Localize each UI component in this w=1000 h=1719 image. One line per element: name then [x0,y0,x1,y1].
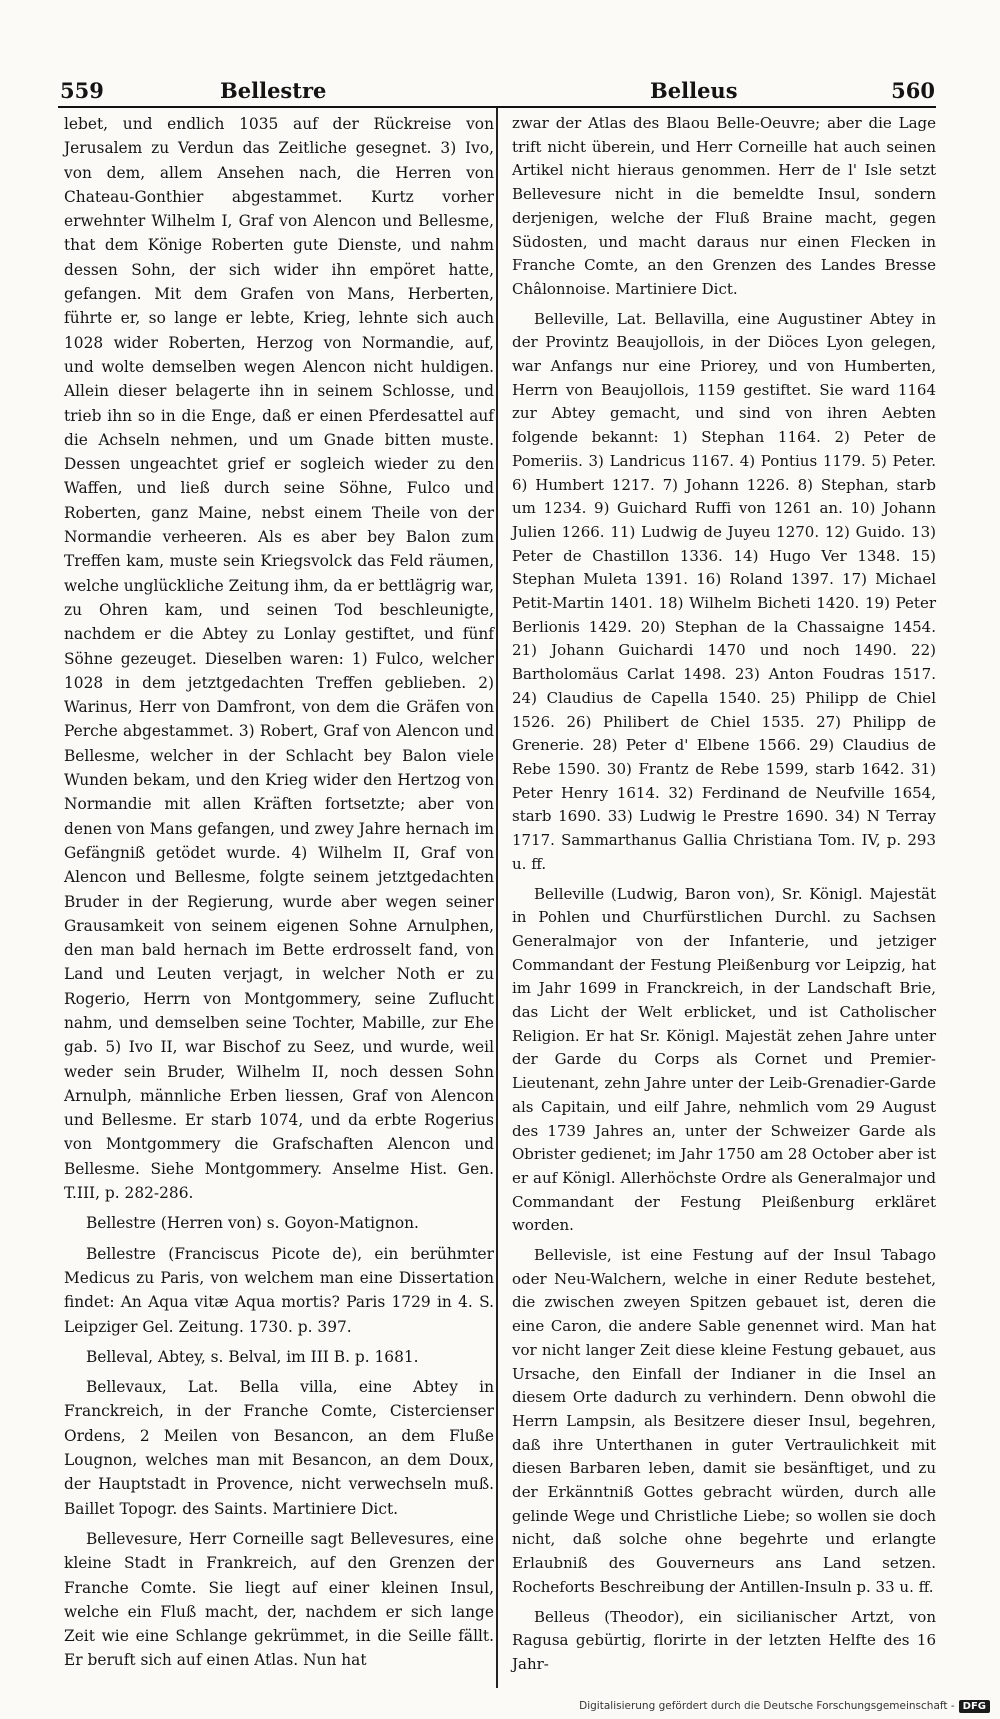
dictionary-entry: Belleville (Ludwig, Baron von), Sr. Königl. Majestät in Pohlen und Churfürstlichen Durchl. zu Sachsen Generalmajor von der Infanterie, und jetziger Commandant der Festung Pleißenburg vor Leipzig, hat im Jahr 1699 in Franckreich, in der Landschaft Brie, das Licht der Welt erblicket, und ist Catholischer Religion. Er hat Sr. Königl. Majestät zehen Jahre unter der Garde du Corps als Cornet und Premier-Lieutenant, zehn Jahre unter der Leib-Grenadier-Garde als Capitain, und eilf Jahre, nehmlich vom 29 August des 1739 Jahres an, unter der Schweizer Garde als Obrister gedienet; im Jahr 1750 am 28 October aber ist er auf Königl. Allerhöchste Ordre als Generalmajor und Commandant der Festung Pleißenburg erkläret worden. [512,884,936,1235]
page-number-left: 559 [60,78,104,103]
dictionary-entry: Bellevesure, Herr Corneille sagt Bellevesures, eine kleine Stadt in Frankreich, auf den Grenzen der Franche Comte. Sie liegt auf einer kleinen Insul, welche ein Fluß macht, der, nachdem er sich lange Zeit wie eine Schlange gekrümmet, in die Seille fällt. Er beruft sich auf einen Atlas. Nun hat [64,1529,494,1670]
column-divider [496,108,498,1688]
footer-text: Digitalisierung gefördert durch die Deutsche Forschungsgemeinschaft - [579,1700,955,1712]
running-headword-left: Bellestre [220,78,327,103]
dictionary-entry: Belleval, Abtey, s. Belval, im III B. p. 1681. [86,1347,419,1366]
dictionary-entry: Bellevaux, Lat. Bella villa, eine Abtey in Franckreich, in der Franche Comte, Cistercienser Ordens, 2 Meilen von Besancon, an dem Fluße Lougnon, welches man mit Besancon, an dem Doux, der Hauptstadt in Provence, nicht verwechseln muß. Baillet Topogr. des Saints. Martiniere Dict. [64,1378,494,1518]
dictionary-entry: Belleus (Theodor), ein sicilianischer Artzt, von Ragusa gebürtig, florirte in der letzten Helfte des 16 Jahr- [512,1607,936,1673]
page-header [60,78,935,108]
page-number-right: 560 [891,78,935,103]
digitization-footer [579,1697,990,1715]
running-headword-right: Belleus [650,78,738,103]
paragraph-continuation: zwar der Atlas des Blaou Belle-Oeuvre; aber die Lage trift nicht überein, und Herr Corneille hat auch seinen Artikel nicht hieraus genommen. Herr de l' Isle setzt Bellevesure nicht in die bemeldte Insul, sondern derjenigen, welche der Fluß Braine macht, gegen Südosten, und macht daraus nur einen Flecken in Franche Comte, an den Grenzen des Landes Bresse Châlonnoise. Martiniere Dict. [512,114,936,298]
dfg-logo: DFG [959,1700,990,1713]
dictionary-entry: Belleville, Lat. Bellavilla, eine Augustiner Abtey in der Provintz Beaujollois, in der Diöces Lyon gelegen, war Anfangs nur eine Priorey, und von Humberten, Herrn von Beaujollois, 1159 gestiftet. Sie ward 1164 zur Abtey gemacht, und sind von ihren Aebten folgende bekannt: 1) Stephan 1164. 2) Peter de Pomeriis. 3) Landricus 1167. 4) Pontius 1179. 5) Peter. 6) Humbert 1217. 7) Johann 1226. 8) Stephan, starb um 1234. 9) Guichard Ruffi von 1261 an. 10) Johann Julien 1266. 11) Ludwig de Juyeu 1270. 12) Guido. 13) Peter de Chastillon 1336. 14) Hugo Ver 1348. 15) Stephan Muleta 1391. 16) Roland 1397. 17) Michael Petit-Martin 1401. 18) Wilhelm Bicheti 1420. 19) Peter Berlionis 1429. 20) Stephan de la Chassaigne 1454. 21) Johann Guichardi 1470 und noch 1490. 22) Bartholomäus Carlat 1498. 23) Anton Foudras 1517. 24) Claudius de Capella 1540. 25) Philipp de Chiel 1526. 26) Philibert de Chiel 1535. 27) Philipp de Grenerie. 28) Peter d' Elbene 1566. 29) Claudius de Rebe 1590. 30) Frantz de Rebe 1599, starb 1642. 31) Peter Henry 1614. 32) Ferdinand de Neufville 1654, starb 1690. 33) Ludwig le Prestre 1690. 34) N Terray 1717. Sammarthanus Gallia Christiana Tom. IV, p. 293 u. ff. [512,309,936,873]
dictionary-entry: Bellevisle, ist eine Festung auf der Insul Tabago oder Neu-Walchern, welche in einer Redute bestehet, die zwischen zweyen Spitzen gebauet ist, deren die eine Caron, die andere Sable genennet wird. Man hat vor nicht langer Zeit diese kleine Festung gebauet, aus Ursache, den Einfall der Indianer in die Insel an diesem Orte dadurch zu verhindern. Denn obwohl die Herrn Lampsin, als Besitzere dieser Insul, begehren, daß ihre Unterthanen in guter Vertraulichkeit mit diesen Barbaren leben, damit sie besänftiget, und zu der Erkänntniß Gottes gebracht würden, durch alle gelinde Wege und Christliche Liebe; so wollen sie doch nicht, daß solche ohne begehrte und erlangte Erlaubniß des Gouverneurs ans Land setzen. Rocheforts Beschreibung der Antillen-Insuln p. 33 u. ff. [512,1246,936,1596]
paragraph-continuation: lebet, und endlich 1035 auf der Rückreise von Jerusalem zu Verdun das Zeitliche gesegnet. 3) Ivo, von dem, allem Ansehen nach, die Herren von Chateau-Gonthier abgestammet. Kurtz vorher erwehnter Wilhelm I, Graf von Alencon und Bellesme, that dem Könige Roberten gute Dienste, und nahm dessen Sohn, der sich wider ihn empöret hatte, gefangen. Mit dem Grafen von Mans, Herberten, führte er, so lange er lebte, Krieg, lehnte sich auch 1028 wider Roberten, Herzog von Normandie, auf, und wolte demselben wegen Alencon nicht huldigen. Allein dieser belagerte ihn in seinem Schlosse, und trieb ihn so in die Enge, daß er einen Pferdesattel auf die Achseln nehmen, und um Gnade bitten muste. Dessen ungeachtet grief er sogleich wieder zu den Waffen, und ließ durch seine Söhne, Fulco und Roberten, ganz Maine, nebst einem Theile von der Normandie verheeren. Als es aber bey Balon zum Treffen kam, muste sein Kriegsvolck das Feld räumen, welche unglückliche Zeitung ihm, da er bettlägrig war, zu Ohren kam, und seinen Tod beschleunigte, nachdem er die Abtey zu Lonlay gestiftet, und fünf Söhne gezeuget. Dieselben waren: 1) Fulco, welcher 1028 in dem jetztgedachten Treffen geblieben. 2) Warinus, Herr von Damfront, von dem die Gräfen von Perche abgestammet. 3) Robert, Graf von Alencon und Bellesme, welcher in der Schlacht bey Balon viele Wunden bekam, und den Krieg wider den Hertzog von Normandie mit allen Kräften fortsetzte; aber von denen von Mans gefangen, und zwey Jahre hernach im Gefängniß getödet wurde. 4) Wilhelm II, Graf von Alencon und Bellesme, folgte seinem jetztgedachten Bruder in der Regierung, wurde aber wegen seiner Grausamkeit von seinem eigenen Sohne Arnulphen, den man bald hernach im Bette erdrosselt fand, von Land und Leuten verjagt, in welcher Noth er zu Rogerio, Herrn von Montgommery, seine Zuflucht nahm, und demselben seine Tochter, Mabille, zur Ehe gab. 5) Ivo II, war Bischof zu Seez, und wurde, weil weder sein Bruder, Wilhelm II, noch dessen Sohn Arnulph, männliche Erben liessen, Graf von Alencon und Bellesme. Er starb 1074, und da erbte Rogerius von Montgommery die Grafschaften Alencon und Bellesme. Siehe Montgommery. Anselme Hist. Gen. T.III, p. 282-286. [64,115,494,1203]
left-column [64,112,494,1673]
dictionary-entry: Bellestre (Herren von) s. Goyon-Matignon. [86,1214,419,1233]
right-column [512,112,936,1677]
dictionary-entry: Bellestre (Franciscus Picote de), ein berühmter Medicus zu Paris, von welchem man eine Dissertation findet: An Aqua vitæ Aqua mortis? Paris 1729 in 4. S. Leipziger Gel. Zeitung. 1730. p. 397. [64,1244,494,1336]
